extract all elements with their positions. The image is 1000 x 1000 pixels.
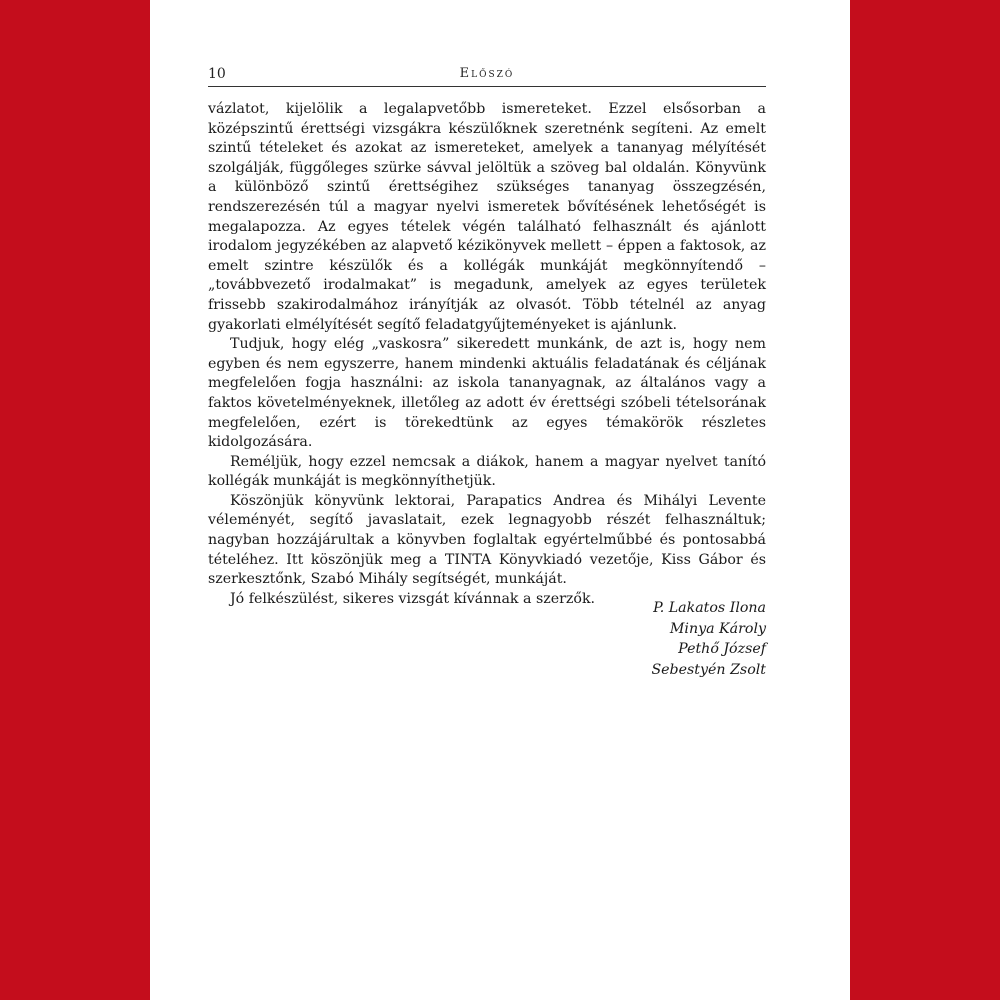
section-title: Előszó <box>459 66 515 81</box>
author-signature: Minya Károly <box>669 620 766 637</box>
signature-block <box>208 598 766 680</box>
author-signature: P. Lakatos Ilona <box>653 600 766 616</box>
running-head <box>208 64 766 87</box>
paragraph: Reméljük, hogy ezzel nemcsak a diákok, hanem a magyar nyelvet tanító kollégák munkáját is megkönnyíthetjük. <box>208 453 766 490</box>
author-signature: Sebestyén Zsolt <box>651 661 766 678</box>
paragraph: Köszönjük könyvünk lektorai, Parapatics Andrea és Mihályi Levente véleményét, segítő javaslatait, ezek legnagyobb részét felhasználtuk; nagyban hozzájárultak a könyvben foglaltak egyértelműbbé és pontosabbá tételéhez. Itt köszönjük meg a TINTA Könyvkiadó vezetője, Kiss Gábor és szerkesztőnk, Szabó Mihály segítségét, munkáját. <box>208 492 766 588</box>
paragraph: vázlatot, kijelölik a legalapvetőbb ismereteket. Ezzel elsősorban a középszintű érettségi vizsgákra készülőknek szeretnénk segíteni. Az emelt szintű tételeket és azokat az ismereteket, amelyek a tananyag mélyítését szolgálják, függőleges szürke sávval jelöltük a szöveg bal oldalán. Könyvünk a különböző szintű érettségihez szükséges tananyag összegzésén, rendszerezésén túl a magyar nyelvi ismeretek bővítésének lehetőségét is megalapozza. Az egyes tételek végén található felhasznált és ajánlott irodalom jegyzékében az alapvető kézikönyvek mellett – éppen a faktosok, az emelt szintre készülők és a kollégák munkáját megkönnyítendő – „továbbvezető irodalmakat” is megadunk, amelyek az egyes területek frissebb szakirodalmához irányítják az olvasót. Több tételnél az anyag gyakorlati elmélyítését segítő feladatgyűjteményeket is ajánlunk. <box>208 101 766 333</box>
paragraph: Tudjuk, hogy elég „vaskosra” sikeredett munkánk, de azt is, hogy nem egyben és nem egyszerre, hanem mindenki aktuális feladatának és céljának megfelelően fogja használni: az iskola tananyagnak, az általános vagy a faktos követelményeknek, illetőleg az adott év érettségi szóbeli tételsorának megfelelően, ezért is törekedtünk az egyes témakörök részletes kidolgozására. <box>208 336 766 451</box>
paragraph: Jó felkészülést, sikeres vizsgát kívánnak a szerzők. <box>230 590 596 607</box>
author-signature: Pethő József <box>678 641 766 657</box>
book-page <box>150 0 850 1000</box>
body-text <box>208 100 766 609</box>
page-number: 10 <box>208 66 226 82</box>
